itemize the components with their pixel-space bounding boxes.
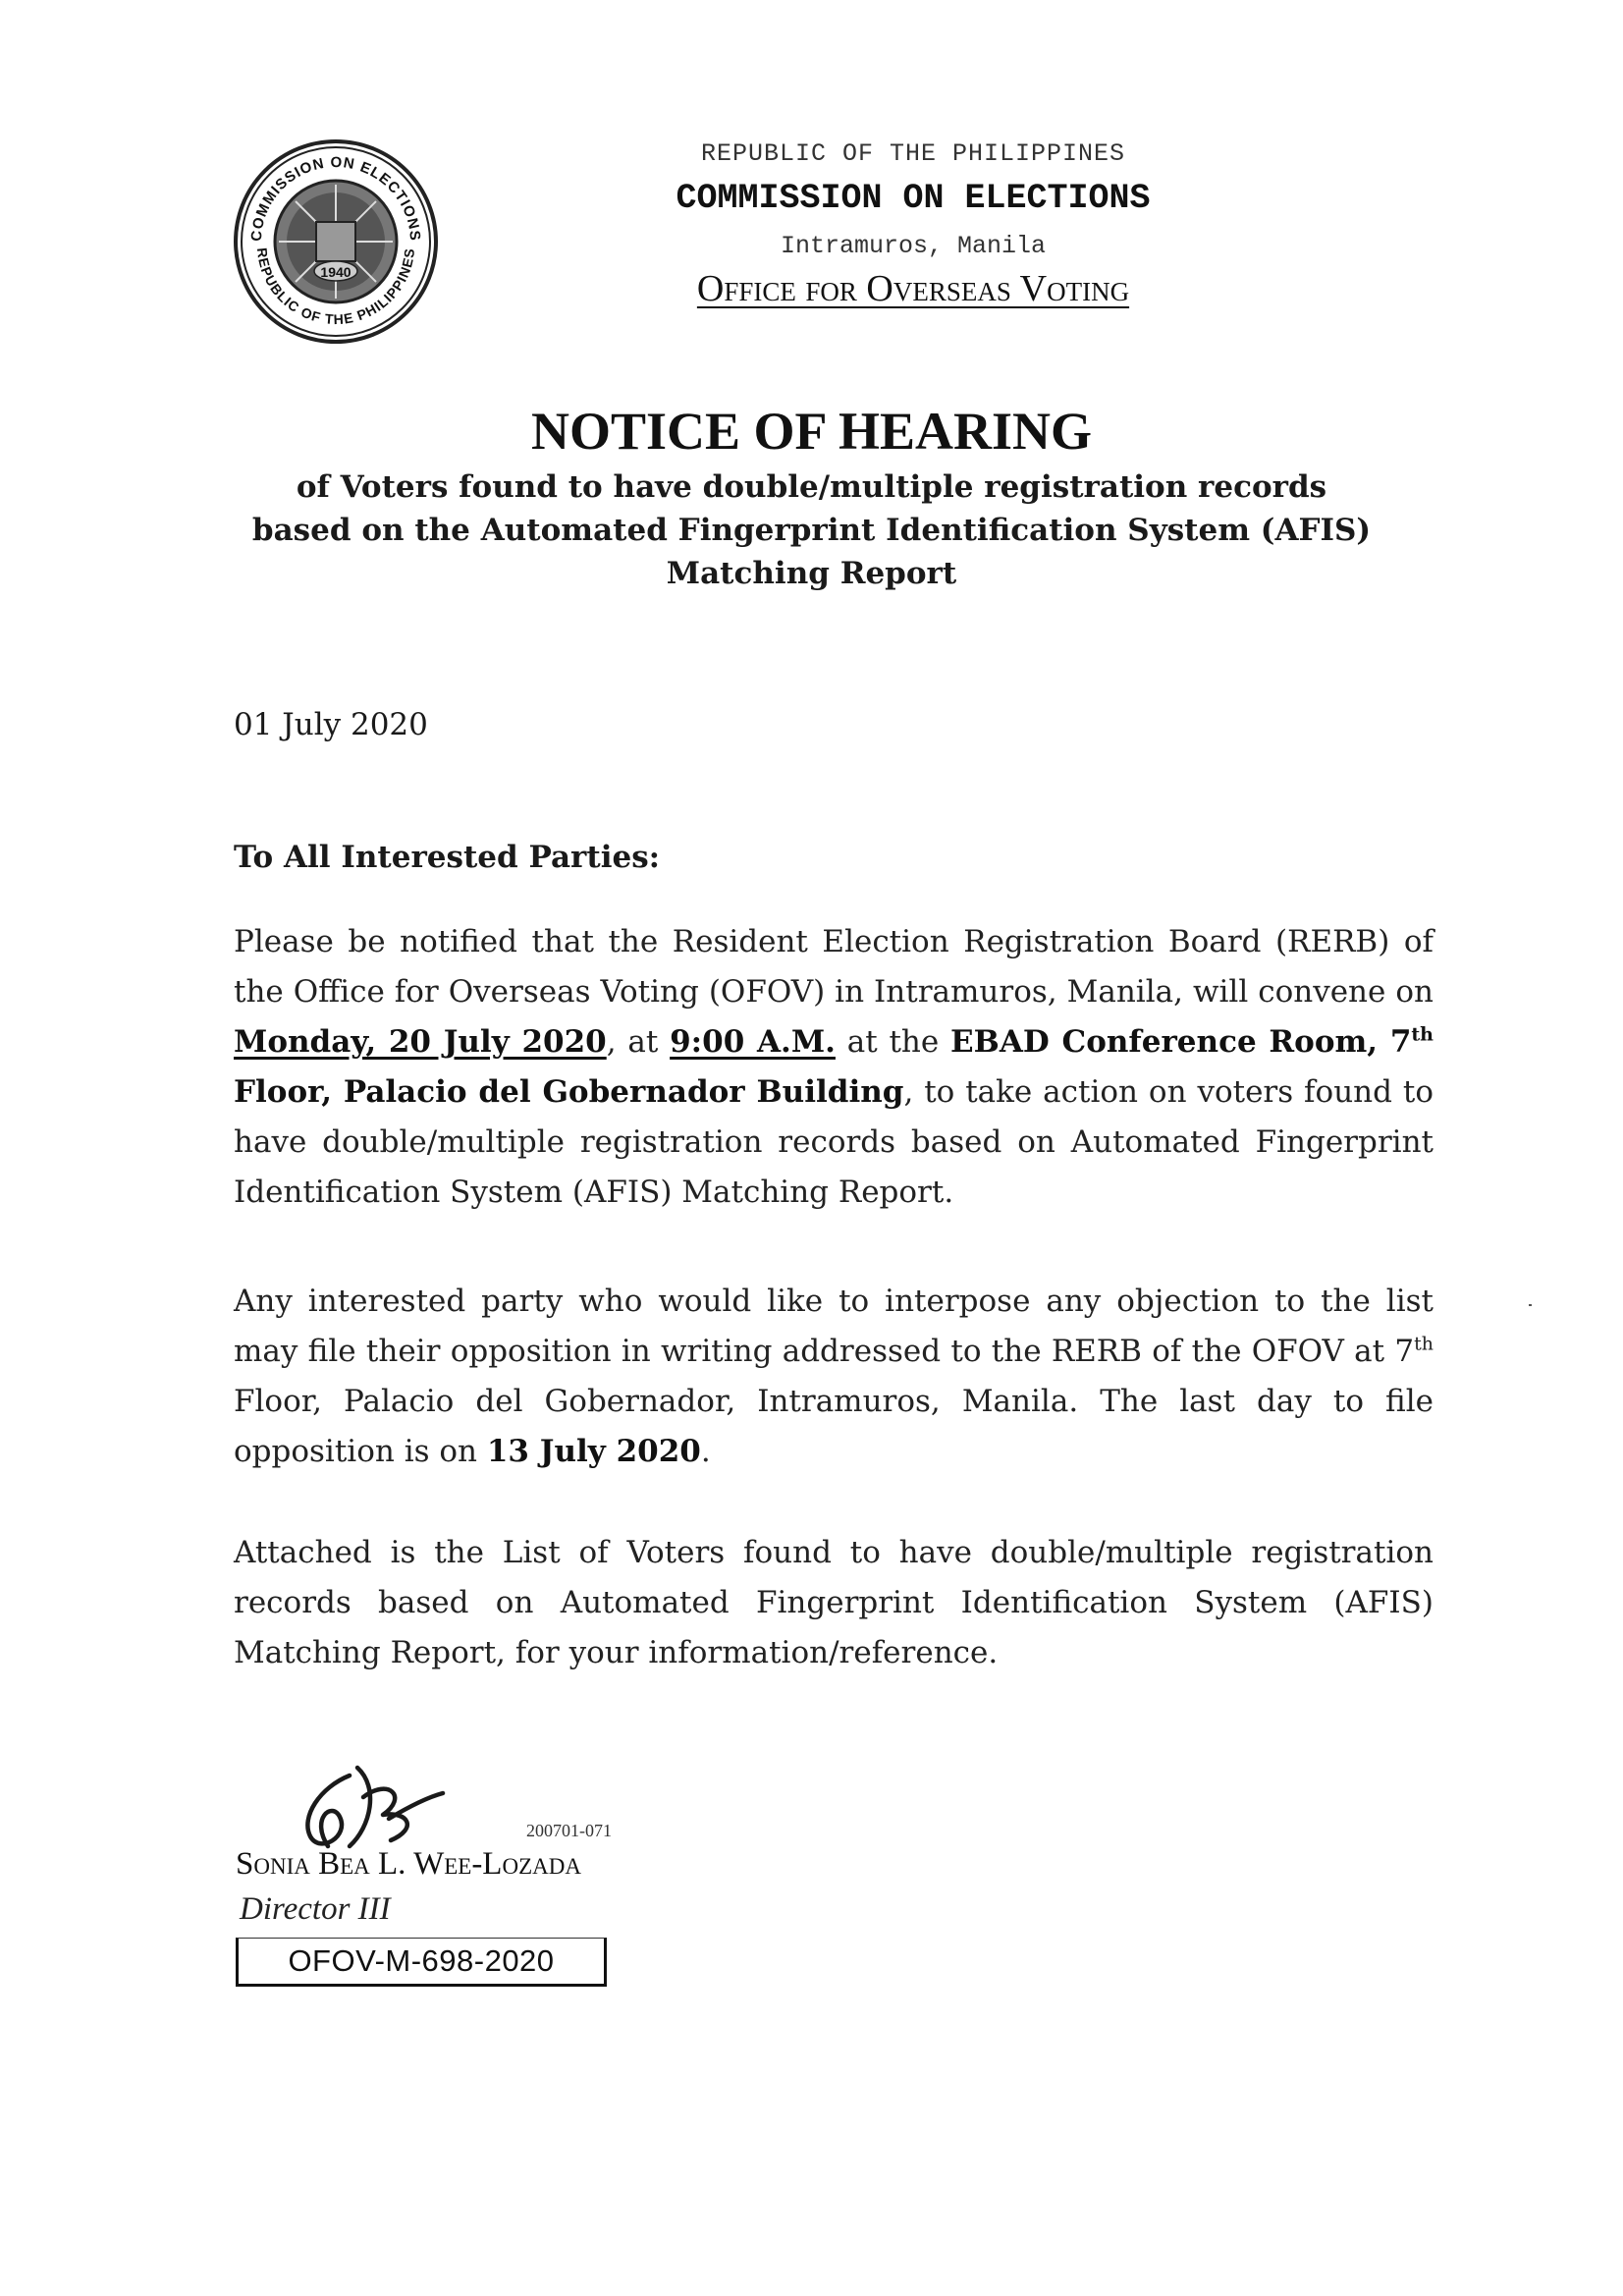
p2-text-a: Any interested party who would like to interpose any objection to the list may file their opposition in writing addressed to the RERB of the OFOV at 7 — [234, 1284, 1434, 1369]
p1-text-d: , to take action on voters found to have double/multiple registration records based on Automated Fingerprint Identification System (AFIS) Matching Report. — [234, 1074, 1434, 1210]
letterhead-office-text: Office for Overseas Voting — [696, 268, 1130, 309]
p1-text-a: Please be notified that the Resident Election Registration Board (RERB) of the Office for Overseas Voting (OFOV) in Intramuros, Manila, will convene on — [234, 924, 1434, 1010]
signatory-position: Director III — [240, 1891, 391, 1927]
scan-speck — [1529, 1304, 1532, 1306]
p2-text-b: Floor, Palacio del Gobernador, Intramuros, Manila. The last day to file opposition is on — [234, 1384, 1434, 1469]
paragraph-attachment: Attached is the List of Voters found to have double/multiple registration records based on Automated Fingerprint Identification System (AFIS) Matching Report, for your information/reference. — [234, 1535, 1434, 1670]
venue-b: Floor, Palacio del Gobernador Building — [234, 1074, 904, 1110]
subtitle-line-3: Matching Report — [666, 556, 957, 591]
paragraph-opposition — [234, 1277, 1434, 1477]
reference-code: 200701-071 — [526, 1821, 612, 1840]
paragraph-notice — [234, 917, 1434, 1218]
document-date: 01 July 2020 — [234, 707, 428, 742]
letterhead-city: Intramuros, Manila — [780, 232, 1047, 260]
p2-text-c: . — [700, 1434, 711, 1469]
venue-sup: th — [1411, 1023, 1434, 1046]
signatory-name: Sonia Bea L. Wee-Lozada — [236, 1846, 581, 1882]
document-title: NOTICE OF HEARING — [530, 402, 1093, 461]
opposition-deadline: 13 July 2020 — [486, 1434, 701, 1469]
seal-text-top: COMMISSION ON ELECTIONS — [247, 153, 424, 243]
memo-number-box — [236, 1938, 607, 1987]
comelec-seal-icon — [232, 137, 440, 346]
letterhead-office — [520, 267, 1306, 310]
p1-text-c: at the — [835, 1024, 951, 1060]
hearing-date: Monday, 20 July 2020 — [234, 1024, 607, 1060]
letterhead-commission: COMMISSION ON ELECTIONS — [676, 179, 1151, 218]
hearing-time: 9:00 A.M. — [670, 1024, 836, 1060]
venue-a: EBAD Conference Room, 7 — [950, 1024, 1412, 1060]
salutation: To All Interested Parties: — [234, 840, 661, 875]
seal-text-bottom: REPUBLIC OF THE PHILIPPINES — [253, 246, 418, 328]
letterhead-republic: REPUBLIC OF THE PHILIPPINES — [700, 139, 1126, 168]
subtitle-line-1: of Voters found to have double/multiple registration records — [296, 469, 1327, 505]
p2-sup: th — [1414, 1333, 1434, 1355]
p1-text-b: , at — [606, 1024, 671, 1060]
seal-year: 1940 — [320, 264, 352, 280]
memo-number: OFOV-M-698-2020 — [288, 1943, 555, 1978]
subtitle-line-2: based on the Automated Fingerprint Identification System (AFIS) — [251, 513, 1372, 548]
